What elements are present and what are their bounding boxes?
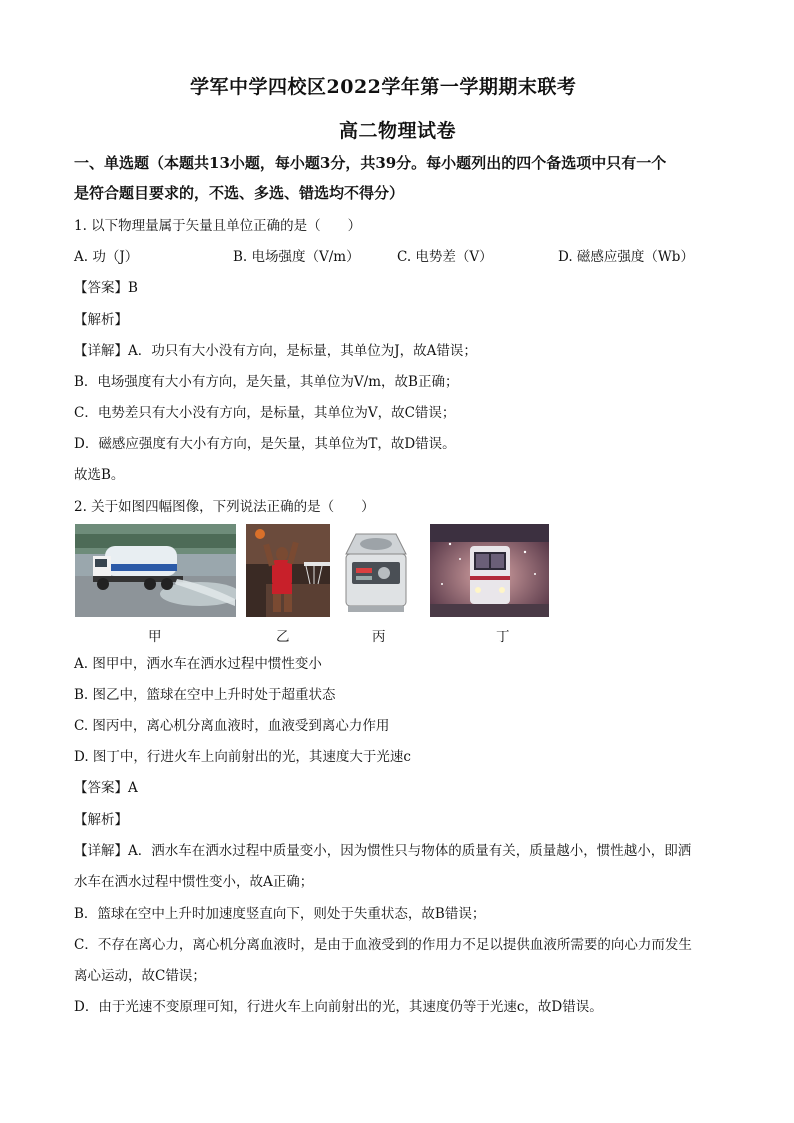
q2-stem: 2. 关于如图四幅图像，下列说法正确的是（ ） xyxy=(74,499,375,515)
image-caption-bing: 丙 xyxy=(372,629,386,645)
section-heading-line1: 一、单选题（本题共13小题，每小题3分，共39分。每小题列出的四个备选项中只有一个 xyxy=(74,154,667,172)
image-caption-ding: 丁 xyxy=(496,629,510,645)
water-truck-photo xyxy=(75,524,236,617)
q1-option-b: B. 电场强度（V/m） xyxy=(233,249,360,265)
q1-answer: 【答案】B xyxy=(74,280,138,296)
q2-answer: 【答案】A xyxy=(74,780,138,796)
q1-option-c: C. 电势差（V） xyxy=(397,249,493,265)
q1-conclusion: 故选B。 xyxy=(74,467,125,483)
page-title: 学军中学四校区2022学年第一学期期末联考 xyxy=(190,76,577,98)
image-caption-jia: 甲 xyxy=(148,629,162,645)
q1-detail-line: D．磁感应强度有大小有方向，是矢量，其单位为T，故D错误。 xyxy=(74,436,456,452)
q2-option-d: D. 图丁中，行进火车上向前射出的光，其速度大于光速c xyxy=(74,749,411,765)
q1-option-d: D. 磁感应强度（Wb） xyxy=(558,249,694,265)
section-heading-line2: 是符合题目要求的，不选、多选、错选均不得分） xyxy=(74,184,405,202)
image-caption-yi: 乙 xyxy=(276,629,290,645)
basketball-photo xyxy=(246,524,330,617)
train-photo xyxy=(430,524,549,617)
q2-option-a: A. 图甲中，洒水车在洒水过程中惯性变小 xyxy=(74,656,322,672)
q2-detail-line: D．由于光速不变原理可知，行进火车上向前射出的光，其速度仍等于光速c，故D错误。 xyxy=(74,999,603,1015)
q1-detail-line: C．电势差只有大小没有方向，是标量，其单位为V，故C错误； xyxy=(74,405,456,421)
q2-detail-line: 离心运动，故C错误； xyxy=(74,968,206,984)
q1-detail-line: 【详解】A．功只有大小没有方向，是标量，其单位为J，故A错误； xyxy=(74,343,477,359)
q2-option-b: B. 图乙中，篮球在空中上升时处于超重状态 xyxy=(74,687,336,703)
q1-stem: 1. 以下物理量属于矢量且单位正确的是（ ） xyxy=(74,218,362,234)
page-subtitle: 高二物理试卷 xyxy=(339,120,457,142)
q2-detail-line: 水车在洒水过程中惯性变小，故A正确； xyxy=(74,874,314,890)
q2-detail-line: B．篮球在空中上升时加速度竖直向下，则处于失重状态，故B错误； xyxy=(74,906,486,922)
q2-option-c: C. 图丙中，离心机分离血液时，血液受到离心力作用 xyxy=(74,718,390,734)
q2-detail-line: C．不存在离心力，离心机分离血液时，是由于血液受到的作用力不足以提供血液所需要的向心力而发生 xyxy=(74,937,692,953)
q2-analysis-label: 【解析】 xyxy=(74,812,128,828)
q1-option-a: A. 功（J） xyxy=(74,249,139,265)
q1-detail-line: B．电场强度有大小有方向，是矢量，其单位为V/m，故B正确； xyxy=(74,374,459,390)
q2-detail-line: 【详解】A．洒水车在洒水过程中质量变小，因为惯性只与物体的质量有关，质量越小，惯性越小，即洒 xyxy=(74,843,692,859)
q1-analysis-label: 【解析】 xyxy=(74,312,128,328)
centrifuge-photo xyxy=(338,524,413,617)
